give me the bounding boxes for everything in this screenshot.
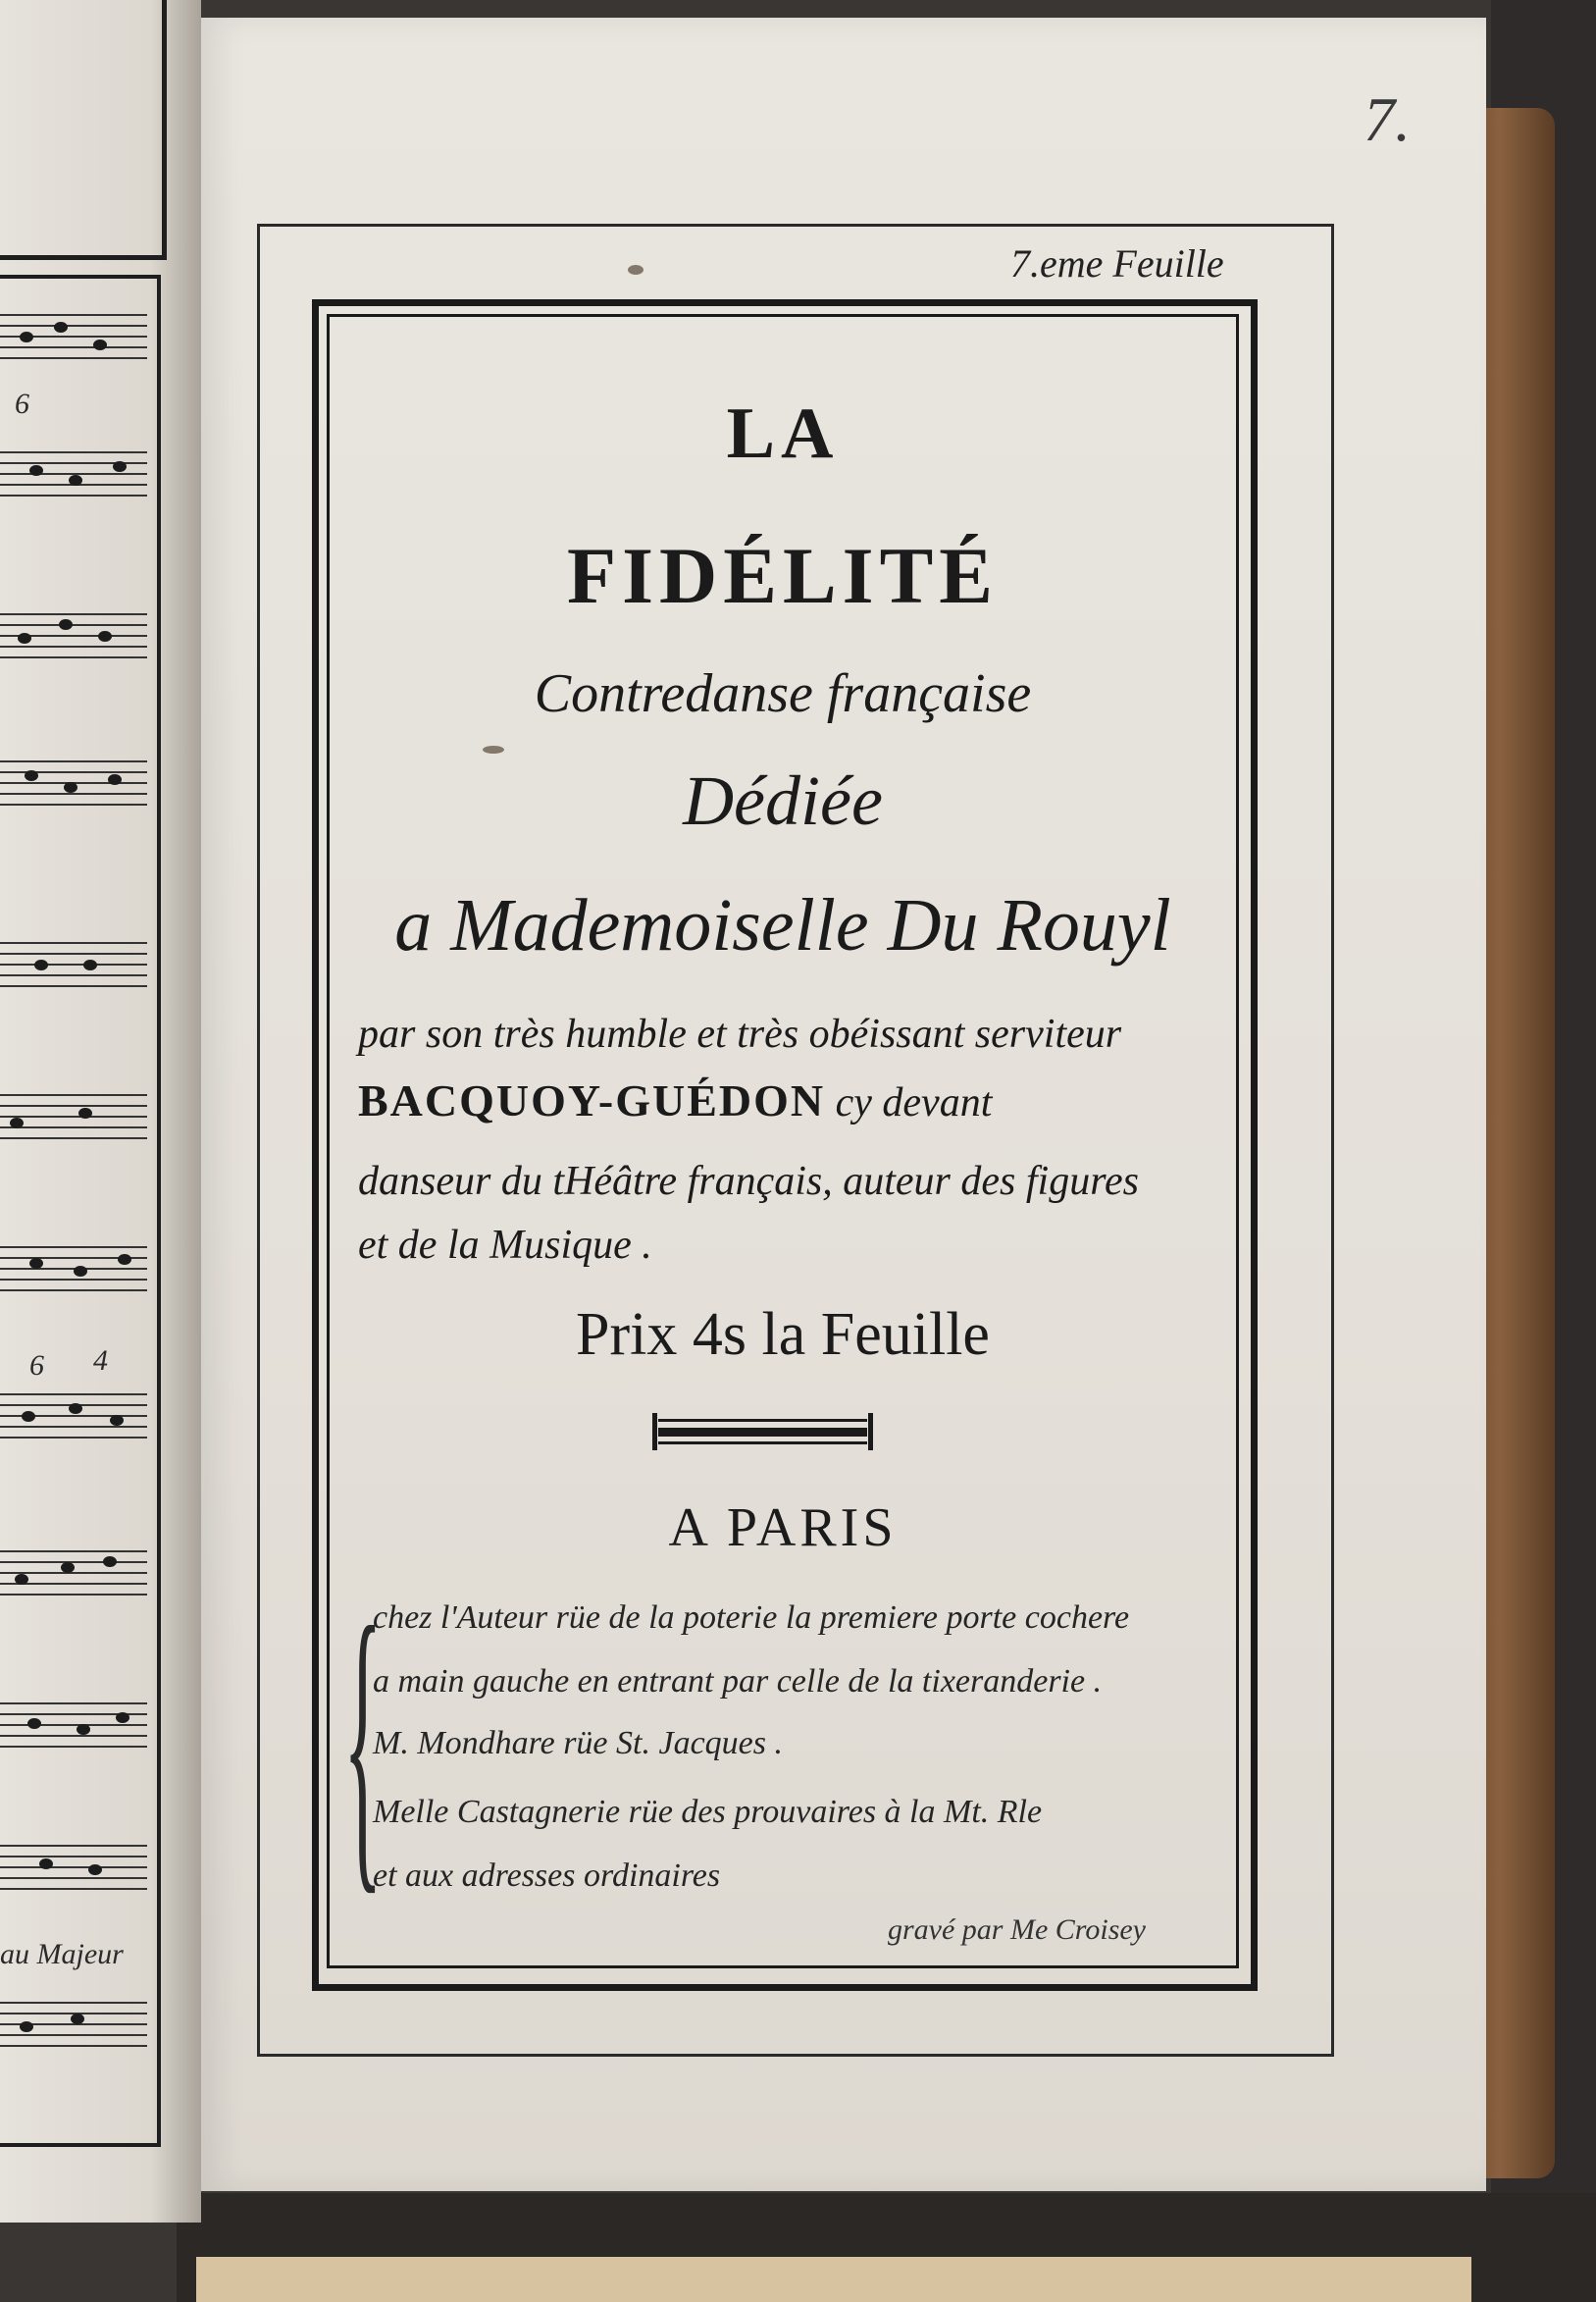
music-staff (0, 1550, 147, 1596)
title-line-2: FIDÉLITÉ (567, 531, 999, 620)
music-staff (0, 451, 147, 497)
music-staff (0, 1845, 147, 1890)
author-line-2-rest: cy devant (835, 1080, 993, 1125)
subtitle: Contredanse française (534, 663, 1032, 724)
music-staff (0, 2002, 147, 2047)
ink-spot (483, 746, 504, 754)
music-staff (0, 1393, 147, 1439)
address-line: chez l'Auteur rüe de la poterie la premiere porte cochere (373, 1599, 1130, 1636)
price: Prix 4s la Feuille (576, 1301, 990, 1368)
city: A PARIS (668, 1497, 898, 1558)
author-line-1: par son très humble et très obéissant serviteur (358, 1012, 1122, 1057)
address-brace: { (343, 1562, 383, 1920)
author-line-2 (358, 1074, 1241, 1126)
left-page-label: au Majeur (0, 1938, 124, 1970)
address-line: M. Mondhare rüe St. Jacques . (373, 1725, 783, 1761)
address-line: Melle Castagnerie rüe des prouvaires à la Mt. Rle (373, 1794, 1043, 1830)
page-number: 7. (1364, 84, 1411, 154)
engraver-credit: gravé par Me Croisey (888, 1913, 1146, 1946)
table-surface (196, 2257, 1471, 2302)
figured-bass-number: 4 (93, 1344, 108, 1377)
address-line: et aux adresses ordinaires (373, 1857, 721, 1894)
music-staff (0, 1246, 147, 1291)
address-line: a main gauche en entrant par celle de la tixeranderie . (373, 1663, 1103, 1700)
author-line-4: et de la Musique . (358, 1223, 652, 1268)
music-staff (0, 942, 147, 987)
music-staff (0, 1094, 147, 1139)
left-page-top-frame (0, 0, 167, 260)
music-staff (0, 613, 147, 658)
figured-bass-number: 6 (15, 388, 29, 420)
ink-spot (628, 265, 644, 275)
music-staff (0, 314, 147, 359)
music-staff (0, 760, 147, 806)
title-line-1: LA (726, 393, 840, 474)
music-staff (0, 1702, 147, 1748)
dedicatee: a Mademoiselle Du Rouyl (394, 884, 1171, 967)
author-line-3: danseur du tHéâtre français, auteur des figures (358, 1159, 1139, 1204)
author-name: BACQUOY-GUÉDON (358, 1075, 826, 1125)
left-page-music (0, 0, 201, 2223)
dedication: Dédiée (683, 761, 883, 840)
ornamental-rule (652, 1413, 873, 1450)
sheet-label: 7.eme Feuille (1010, 241, 1224, 286)
figured-bass-number: 6 (29, 1349, 44, 1382)
